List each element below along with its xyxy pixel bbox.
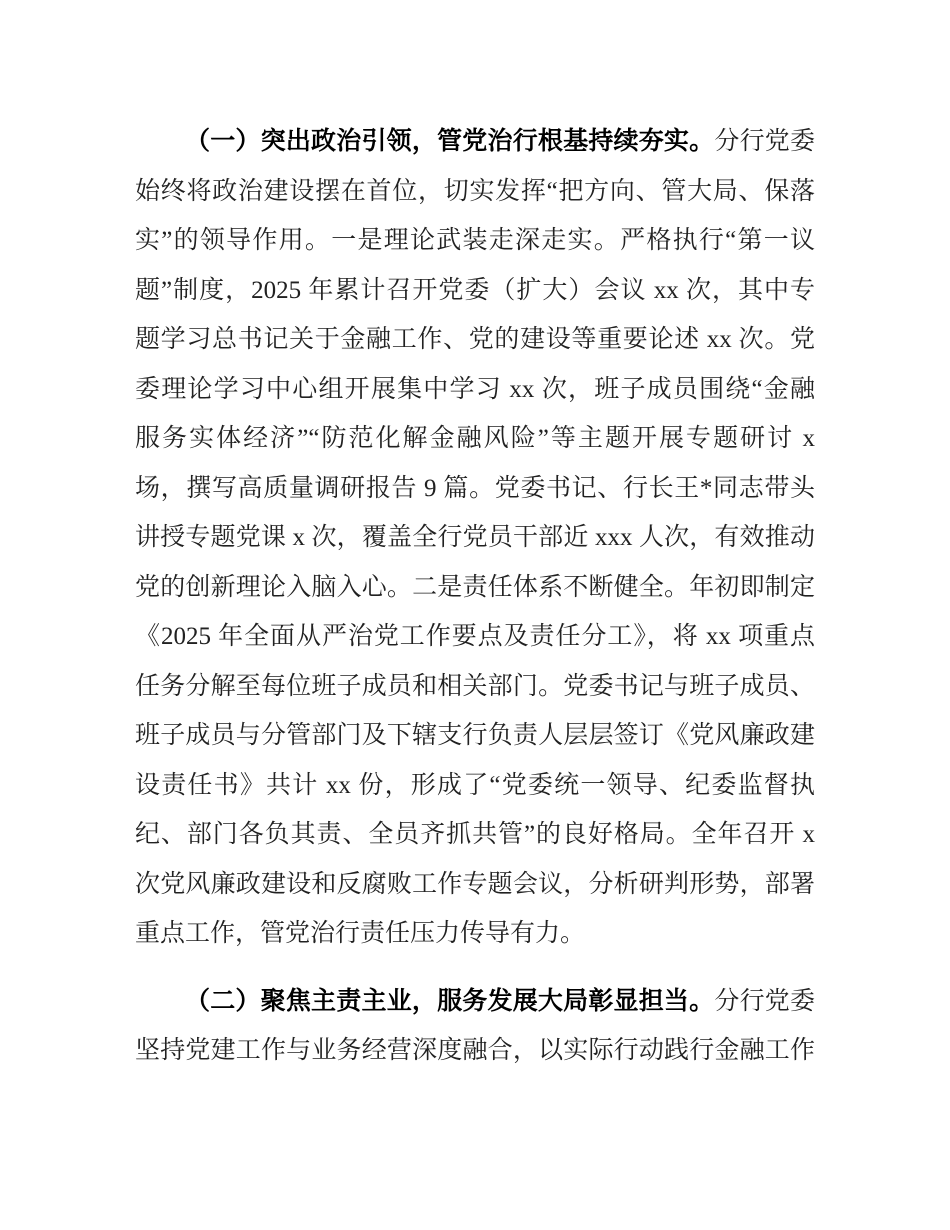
text-line [135, 909, 815, 959]
paragraph-heading-run: （二）聚焦主责主业，服务发展大局彰显担当。 [185, 986, 715, 1015]
paragraph-body-run: 设责任书》共计 xx 份，形成了“党委统一领导、纪委监督执 [135, 771, 815, 799]
paragraph-body-run: 党的创新理论入脑入心。二是责任体系不断健全。年初即制定 [135, 573, 815, 601]
text-line [135, 464, 815, 514]
text-line [135, 216, 815, 266]
paragraph-body-run: 重点工作，管党治行责任压力传导有力。 [135, 920, 586, 947]
paragraph-heading-run: （一）突出政治引领，管党治行根基持续夯实。 [185, 127, 715, 155]
text-line [135, 513, 815, 563]
paragraph-body-run: 题”制度，2025 年累计召开党委（扩大）会议 xx 次，其中专 [135, 276, 815, 304]
paragraph-body-run: 委理论学习中心组开展集中学习 xx 次，班子成员围绕“金融 [135, 375, 815, 403]
text-line [135, 414, 815, 464]
text-line [135, 977, 815, 1027]
paragraph-body-run: 实”的领导作用。一是理论武装走深走实。严格执行“第一议 [135, 227, 815, 254]
text-line [135, 662, 815, 712]
paragraph-body-run: 坚持党建工作与业务经营深度融合，以实际行动践行金融工作 [135, 1037, 815, 1064]
paragraph-body-run: 讲授专题党课 x 次，覆盖全行党员干部近 xxx 人次，有效推动 [135, 524, 815, 551]
text-line [135, 612, 815, 662]
text-line [135, 860, 815, 910]
paragraph [135, 117, 815, 959]
paragraph-body-run: 始终将政治建设摆在首位，切实发挥“把方向、管大局、保落 [135, 177, 815, 205]
paragraph-body-run: 任务分解至每位班子成员和相关部门。党委书记与班子成员、 [135, 672, 815, 700]
paragraph-body-run: 分行党委 [714, 128, 815, 155]
text-line [135, 711, 815, 761]
text-line [135, 563, 815, 613]
paragraph-body-run: 分行党委 [714, 987, 815, 1015]
paragraph [135, 977, 815, 1076]
text-line [135, 315, 815, 365]
document-content [135, 117, 815, 1094]
text-line [135, 167, 815, 217]
paragraph-body-run: 场，撰写高质量调研报告 9 篇。党委书记、行长王*同志带头 [135, 474, 815, 502]
text-line [135, 810, 815, 860]
paragraph-body-run: 题学习总书记关于金融工作、党的建设等重要论述 xx 次。党 [135, 326, 815, 353]
paragraph-body-run: 纪、部门各负其责、全员齐抓共管”的良好格局。全年召开 x [135, 821, 815, 848]
text-line [135, 117, 815, 167]
paragraph-body-run: 《2025 年全面从严治党工作要点及责任分工》，将 xx 项重点 [135, 623, 815, 650]
paragraph-body-run: 次党风廉政建设和反腐败工作专题会议，分析研判形势，部署 [135, 870, 815, 898]
paragraph-body-run: 服务实体经济”“防范化解金融风险”等主题开展专题研讨 x [135, 425, 815, 452]
text-line [135, 266, 815, 316]
text-line [135, 761, 815, 811]
text-line [135, 1026, 815, 1076]
paragraph-body-run: 班子成员与分管部门及下辖支行负责人层层签订《党风廉政建 [135, 722, 815, 749]
text-line [135, 365, 815, 415]
